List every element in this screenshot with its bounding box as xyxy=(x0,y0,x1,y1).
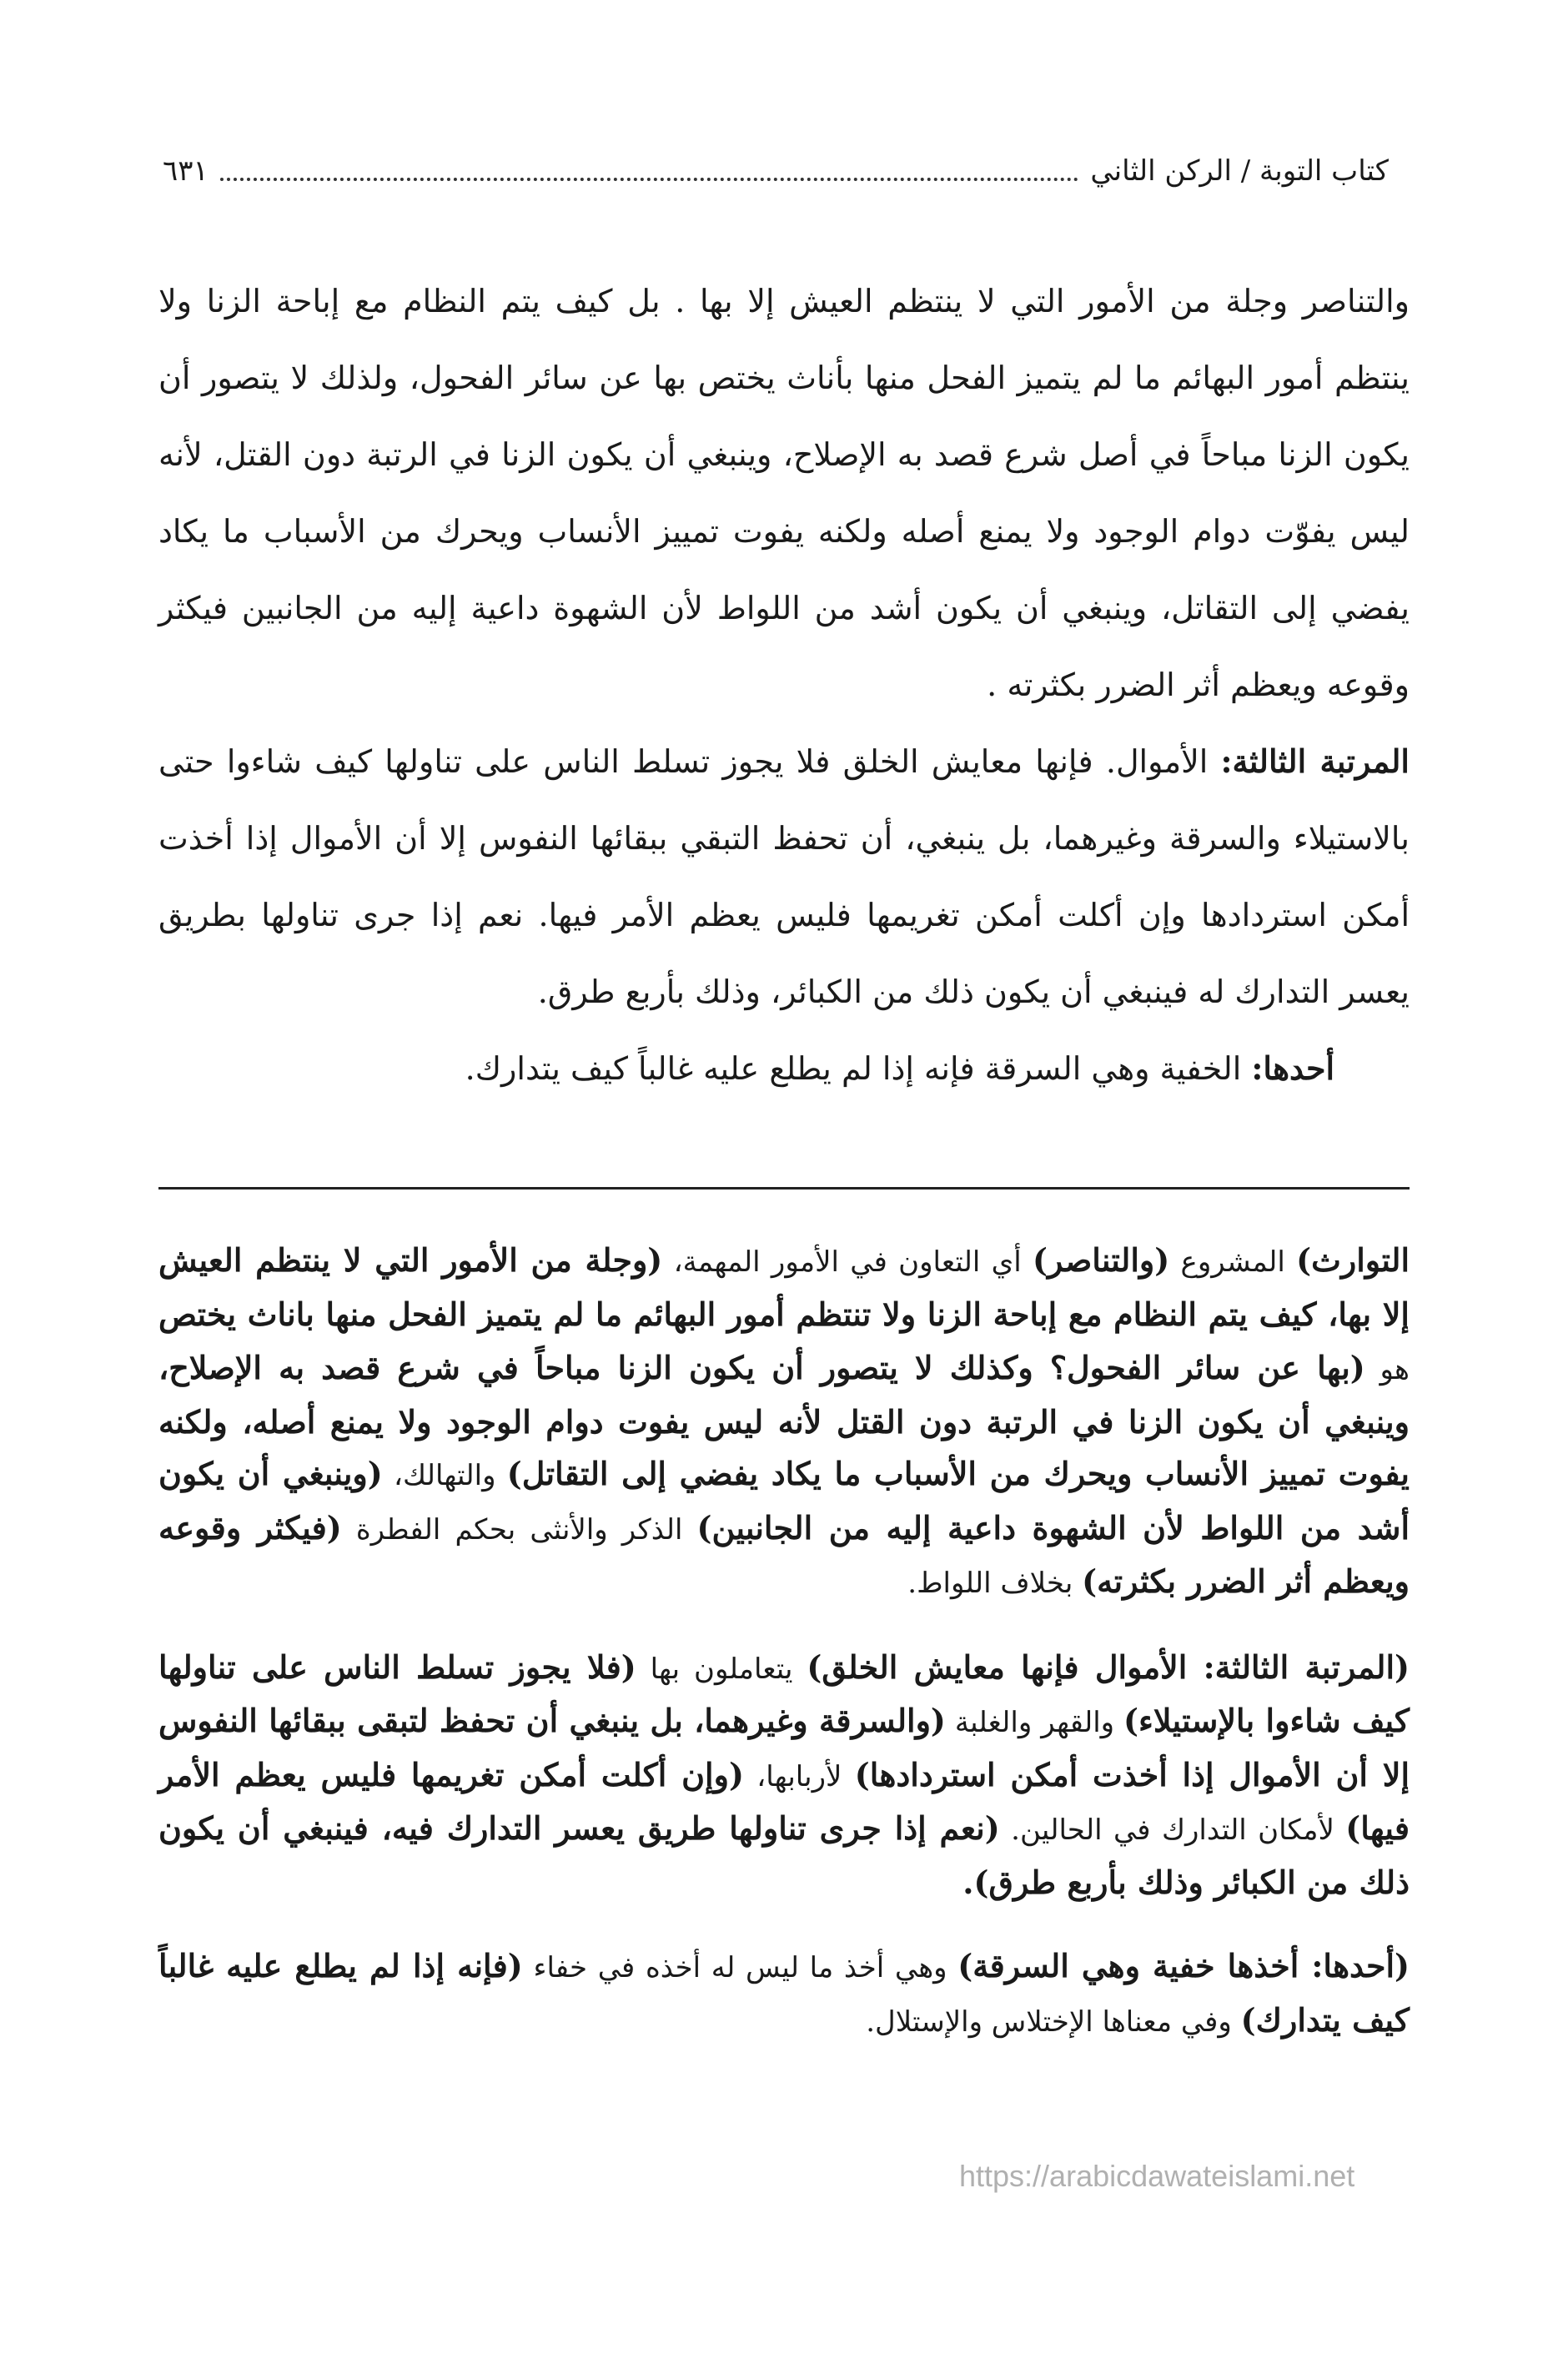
commentary-gloss: وهي أخذ ما ليس له أخذه في خفاء xyxy=(522,1951,958,1984)
commentary-gloss: أي التعاون في الأمور المهمة، xyxy=(662,1245,1033,1279)
quoted-source-text: (المرتبة الثالثة: الأموال فإنها معايش الخلق) xyxy=(807,1647,1410,1686)
quoted-source-text: (بها عن سائر الفحول؟ وكذلك لا يتصور أن يكون الزنا مباحاً في شرع قصد به الإصلاح، وينبغي أن يكون الزنا في الرتبة دون القتل لأنه ليس يفوت دوام الوجود ولا يمنع أصله، ولكنه يفوت تمييز الأنساب ويحرك من الأسباب ما يكاد يفضي إلى التقاتل) xyxy=(158,1349,1410,1492)
quoted-source-text: (فإنه إذا لم يطلع عليه غالباً كيف يتدارك) xyxy=(158,1947,1410,2039)
quoted-source-text: التوارث) xyxy=(1296,1241,1410,1279)
commentary-gloss: وفي معناها الإختلاس والإستلال. xyxy=(866,2004,1241,2039)
commentary-gloss: بخلاف اللواط. xyxy=(907,1567,1083,1600)
commentary-paragraph-2 xyxy=(158,1642,1410,1909)
main-paragraph-2 xyxy=(158,723,1410,1030)
main-paragraph-3-body: الخفية وهي السرقة فإنه إذا لم يطلع عليه غالباً كيف يتدارك. xyxy=(465,1050,1252,1087)
section-heading-first: أحدها: xyxy=(1251,1049,1334,1087)
main-paragraph-2-body: الأموال. فإنها معايش الخلق فلا يجوز تسلط الناس على تناولها كيف شاءوا حتى بالاستيلاء والسرقة وغيرهما، بل ينبغي، أن تحفظ التبقي ببقائها النفوس إلا أن الأموال إذا أخذت أمكن استردادها وإن أكلت أمكن تغريمها فليس يعظم الأمر فيها. نعم إذا جرى تناولها بطريق يعسر التدارك له فينبغي أن يكون ذلك من الكبائر، وذلك بأربع طرق. xyxy=(158,743,1410,1010)
quoted-source-text: (نعم إذا جرى تناولها طريق يعسر التدارك فيه، فينبغي أن يكون ذلك من الكبائر وذلك بأربع طرق). xyxy=(158,1809,1410,1901)
header-leader-dots xyxy=(220,178,1079,181)
main-paragraph-3 xyxy=(158,1030,1410,1107)
commentary-gloss: الذكر والأنثى بحكم الفطرة xyxy=(341,1512,697,1547)
commentary-gloss: والتهالك، xyxy=(382,1459,507,1492)
watermark-url: https://arabicdawateislami.net xyxy=(959,2159,1355,2193)
commentary-gloss: يتعاملون بها xyxy=(636,1652,807,1686)
header-title: كتاب التوبة / الركن الثاني xyxy=(1090,154,1389,188)
commentary-gloss: لأربابها، xyxy=(743,1759,855,1793)
commentary-gloss: لأمكان التدارك في الحالين. xyxy=(999,1813,1346,1847)
running-header xyxy=(163,146,1389,196)
quoted-source-text: (والتناصر) xyxy=(1033,1241,1170,1279)
main-paragraph-1: والتناصر وجلة من الأمور التي لا ينتظم العيش إلا بها . بل كيف يتم النظام مع إباحة الزنا ولا ينتظم أمور البهائم ما لم يتميز الفحل منها بأناث يختص بها عن سائر الفحول، ولذلك لا يتصور أن يكون الزنا مباحاً في أصل شرع قصد به الإصلاح، وينبغي أن يكون الزنا في الرتبة دون القتل، لأنه ليس يفوّت دوام الوجود ولا يمنع أصله ولكنه يفوت تمييز الأنساب ويحرك من الأسباب ما يكاد يفضي إلى التقاتل، وينبغي أن يكون أشد من اللواط لأن الشهوة داعية إليه من الجانبين فيكثر وقوعه ويعظم أثر الضرر بكثرته . xyxy=(158,283,1410,703)
commentary-paragraph-3 xyxy=(158,1940,1410,2048)
quoted-source-text: (والسرقة وغيرهما، بل ينبغي أن تحفظ لتبقى ببقائها النفوس إلا أن الأموال إذا أخذت أمكن استردادها) xyxy=(158,1702,1410,1793)
page-number: ٦٣١ xyxy=(163,154,209,188)
section-heading-third-rank: المرتبة الثالثة: xyxy=(1220,742,1410,780)
quoted-source-text: (أحدها: أخذها خفية وهي السرقة) xyxy=(957,1947,1410,1984)
commentary-paragraph-1 xyxy=(158,1235,1410,1610)
quoted-source-text: (وجلة من الأمور التي لا ينتظم العيش إلا بها، كيف يتم النظام مع إباحة الزنا ولا تنتظم أمور البهائم ما لم يتميز الفحل منها باناث يختص xyxy=(158,1241,1410,1333)
commentary-gloss: والقهر والغلبة xyxy=(945,1706,1124,1739)
main-text xyxy=(158,263,1410,1107)
paragraph-gap xyxy=(158,1610,1410,1642)
paragraph-gap xyxy=(158,1909,1410,1940)
quoted-source-text: (وإن أكلت أمكن تغريمها فليس يعظم الأمر فيها) xyxy=(158,1755,1410,1847)
quoted-source-text: (فيكثر وقوعه ويعظم أثر الضرر بكثرته) xyxy=(158,1508,1410,1600)
quoted-source-text: (وينبغي أن يكون أشد من اللواط لأن الشهوة داعية إليه من الجانبين) xyxy=(158,1455,1410,1547)
commentary-gloss: المشروع xyxy=(1169,1245,1297,1279)
quoted-source-text: (فلا يجوز تسلط الناس على تناولها كيف شاءوا بالإستيلاء) xyxy=(158,1647,1410,1739)
footnote-divider xyxy=(158,1187,1410,1190)
commentary xyxy=(158,1235,1410,2048)
commentary-gloss: هو xyxy=(1364,1353,1410,1386)
